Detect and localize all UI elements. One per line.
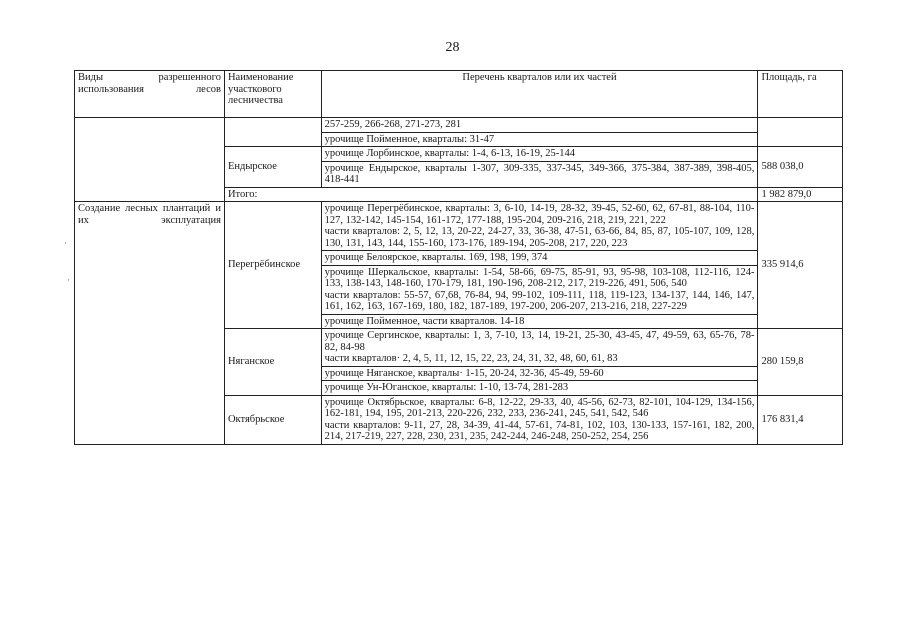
quarter-cell: урочище Пойменное, части кварталов. 14-18 [321,314,758,329]
forest-table [74,70,843,445]
forestry-name-pereg: Перегрёбинское [224,202,321,329]
quarter-cell [321,202,758,251]
quarter-cell: урочище Лорбинское, кварталы: 1-4, 6-13, 16-19, 25-144 [321,147,758,162]
area-nyag: 280 159,8 [758,329,843,396]
total-label: Итого: [224,187,757,202]
area-cell-empty [758,118,843,147]
use-type-plantations: Создание лесных плантаций и их эксплуатация [75,202,225,445]
area-endyr: 588 038,0 [758,147,843,188]
table-row [75,118,843,133]
forestry-name-okt: Октябрьское [224,395,321,444]
area-pereg: 335 914,6 [758,202,843,329]
quarter-text: урочище Октябрьское, кварталы: 6-8, 12-22, 29-33, 40, 45-56, 62-73, 82-101, 104-129, 134-156, 162-181, 194, 195, 201-213, 220-226, 232, 233, 236-241, 245, 541, 542, 546 [324,396,755,419]
table-row [75,202,843,251]
quarter-cell [321,265,758,314]
quarter-text: урочище Перегрёбинское, кварталы: 3, 6-10, 14-19, 28-32, 39-45, 52-60, 62, 67-81, 88-104, 110-127, 132-142, 145-154, 161-172, 177-188, 195-204, 209-216, 218, 219, 221, 222 [324,203,755,226]
forestry-cell-empty [224,118,321,147]
header-use-type: Виды разрешенного использования лесов [75,71,225,118]
quarter-cell: урочище Пойменное, кварталы: 31-47 [321,132,758,147]
quarter-cell: урочище Ун-Юганское, кварталы: 1-10, 13-74, 281-283 [321,381,758,396]
header-area: Площадь, га [758,71,843,118]
forestry-name-endyr: Ендырское [224,147,321,188]
area-okt: 176 831,4 [758,395,843,444]
quarter-cell: 257-259, 266-268, 271-273, 281 [321,118,758,133]
quarter-parts-text: части кварталов: 9-11, 27, 28, 34-39, 41-44, 57-61, 74-81, 102, 103, 130-133, 157-161, 182, 200, 214, 217-219, 227, 228, 230, 231, 235, 242-244, 246-248, 250-252, 254, 256 [324,419,755,442]
header-quarter-list: Перечень кварталов или их частей [321,71,758,118]
forestry-name-nyag: Няганское [224,329,321,396]
quarter-text: урочище Шеркальское, кварталы: 1-54, 58-66, 69-75, 85-91, 93, 95-98, 103-108, 112-116, 124-133, 138-143, 148-160, 170-179, 181, 190-196, 208-212, 217, 219-226, 491, 506, 540 [324,266,755,289]
header-forestry-name: Наименование участкового лесничества [224,71,321,118]
quarter-text: урочище Сергинское, кварталы: 1, 3, 7-10, 13, 14, 19-21, 25-30, 43-45, 47, 49-59, 63, 65-76, 78-82, 84-98 [324,330,755,353]
quarter-parts-text: части кварталов: 2, 5, 12, 13, 20-22, 24-27, 33, 36-38, 47-51, 63-66, 84, 85, 87, 105-107, 109, 128, 130, 131, 143, 144, 155-160, 173-176, 189-194, 205-208, 217, 220, 223 [324,226,755,249]
quarter-cell: урочище Няганское, кварталы· 1-15, 20-24, 32-36, 45-49, 59-60 [321,366,758,381]
quarter-cell: урочище Ендырское, кварталы 1-307, 309-335, 337-345, 349-366, 375-384, 387-389, 398-405, 418-441 [321,161,758,187]
quarter-cell [321,395,758,444]
quarter-cell: урочище Белоярское, кварталы. 169, 198, 199, 374 [321,251,758,266]
table-header-row [75,71,843,118]
page-number: 28 [445,40,460,55]
quarter-parts-text: части кварталов: 55-57, 67,68, 76-84, 94, 99-102, 109-111, 118, 119-123, 134-137, 144, 146, 147, 161, 162, 163, 167-169, 180, 182, 187-189, 197-200, 206-207, 213-216, 218, 227-229 [324,289,755,312]
quarter-cell [321,329,758,367]
scan-speck: · [67,275,70,285]
use-type-cell-empty [75,118,225,202]
quarter-parts-text: части кварталов· 2, 4, 5, 11, 12, 15, 22, 23, 24, 31, 32, 48, 60, 61, 83 [324,353,618,364]
total-value: 1 982 879,0 [758,187,843,202]
scan-speck: · [64,238,67,248]
